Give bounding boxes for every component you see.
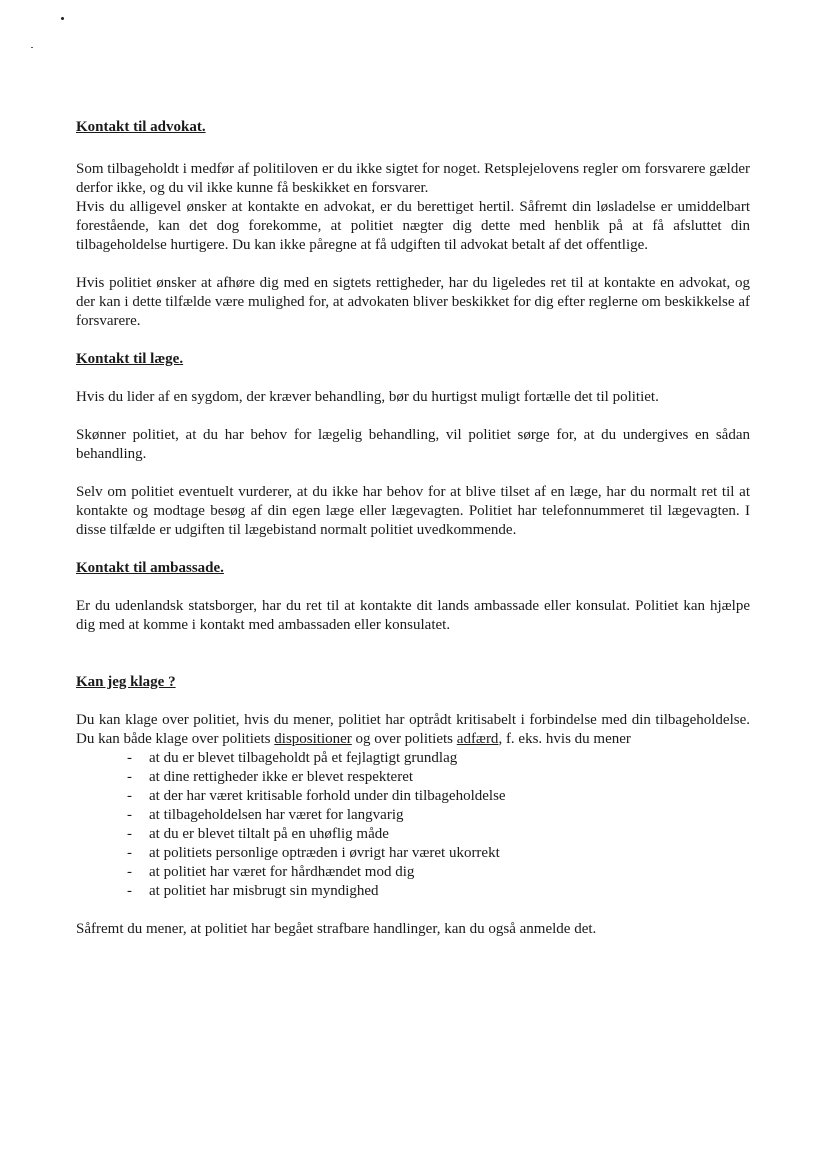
scan-speck [31, 47, 33, 48]
paragraph-klage-closing: Såfremt du mener, at politiet har begået strafbare handlinger, kan du også anmelde det. [76, 921, 597, 937]
dash-marker: - [127, 883, 132, 899]
list-item-text: at du er blevet tilbageholdt på et fejlagtigt grundlag [149, 750, 458, 766]
dash-marker: - [127, 788, 132, 804]
list-item [76, 825, 750, 844]
paragraph-ambassade-1: Er du udenlandsk statsborger, har du ret til at kontakte dit lands ambassade eller konsulat. Politiet kan hjælpe dig med at komme i kontakt med ambassaden eller konsulatet. [76, 598, 750, 633]
dash-marker: - [127, 826, 132, 842]
document-page [76, 118, 750, 939]
list-item-text: at politiet har misbrugt sin myndighed [149, 883, 379, 899]
list-item-text: at dine rettigheder ikke er blevet respekteret [149, 769, 414, 785]
scan-speck [61, 17, 64, 20]
heading-laege: Kontakt til læge. [76, 351, 184, 367]
heading-klage: Kan jeg klage ? [76, 674, 176, 690]
list-item-text: at tilbageholdelsen har været for langvarig [149, 807, 404, 823]
list-item [76, 844, 750, 863]
paragraph-advokat-3: Hvis politiet ønsker at afhøre dig med en sigtets rettigheder, har du ligeledes ret til at kontakte en advokat, og der kan i dette tilfælde være mulighed for, at advokaten bliver beskikket for dig efter reglerne om beskikkelse af forsvarere. [76, 275, 750, 329]
list-item [76, 768, 750, 787]
paragraph-klage-intro [76, 711, 750, 749]
dash-marker: - [127, 750, 132, 766]
dash-marker: - [127, 845, 132, 861]
paragraph-laege-2: Skønner politiet, at du har behov for lægelig behandling, vil politiet sørge for, at du undergives en sådan behandling. [76, 427, 750, 462]
complaint-list [76, 749, 750, 901]
list-item-text: at politiets personlige optræden i øvrigt har været ukorrekt [149, 845, 500, 861]
klage-intro-text: , f. eks. hvis du mener [498, 731, 631, 747]
dash-marker: - [127, 769, 132, 785]
list-item [76, 882, 750, 901]
list-item-text: at politiet har været for hårdhændet mod dig [149, 864, 415, 880]
underlined-adfaerd: adfærd [456, 731, 499, 747]
list-item-text: at der har været kritisable forhold under din tilbageholdelse [149, 788, 506, 804]
dash-marker: - [127, 864, 132, 880]
list-item-text: at du er blevet tiltalt på en uhøflig måde [149, 826, 389, 842]
list-item [76, 806, 750, 825]
paragraph-laege-1: Hvis du lider af en sygdom, der kræver behandling, bør du hurtigst muligt fortælle det til politiet. [76, 389, 659, 405]
list-item [76, 749, 750, 768]
list-item [76, 863, 750, 882]
paragraph-advokat-1: Som tilbageholdt i medfør af politiloven er du ikke sigtet for noget. Retsplejelovens regler om forsvarere gælder derfor ikke, og du vil ikke kunne få beskikket en forsvarer. [76, 161, 750, 196]
paragraph-advokat-2: Hvis du alligevel ønsker at kontakte en advokat, er du berettiget hertil. Såfremt din løsladelse er umiddelbart forestående, kan det dog forekomme, at politiet nægter dig dette med henblik på at få afsluttet din tilbageholdelse hurtigere. Du kan ikke påregne at få udgiften til advokat betalt af det offentlige. [76, 199, 750, 253]
klage-intro-text: og over politiets [351, 731, 457, 747]
klage-intro-text: Du kan klage over politiet, hvis du mener, politiet har optrådt kritisabelt i forbindelse med din tilbageholdelse. Du kan både klage over politiets [76, 712, 750, 747]
heading-advokat: Kontakt til advokat. [76, 119, 206, 135]
dash-marker: - [127, 807, 132, 823]
heading-ambassade: Kontakt til ambassade. [76, 560, 224, 576]
paragraph-laege-3: Selv om politiet eventuelt vurderer, at du ikke har behov for at blive tilset af en læge, har du normalt ret til at kontakte og modtage besøg af din egen læge eller lægevagten. Politiet har telefonnummeret til lægevagten. I disse tilfælde er udgiften til lægebistand normalt politiet uvedkommende. [76, 484, 750, 538]
underlined-dispositioner: dispositioner [274, 731, 352, 747]
list-item [76, 787, 750, 806]
